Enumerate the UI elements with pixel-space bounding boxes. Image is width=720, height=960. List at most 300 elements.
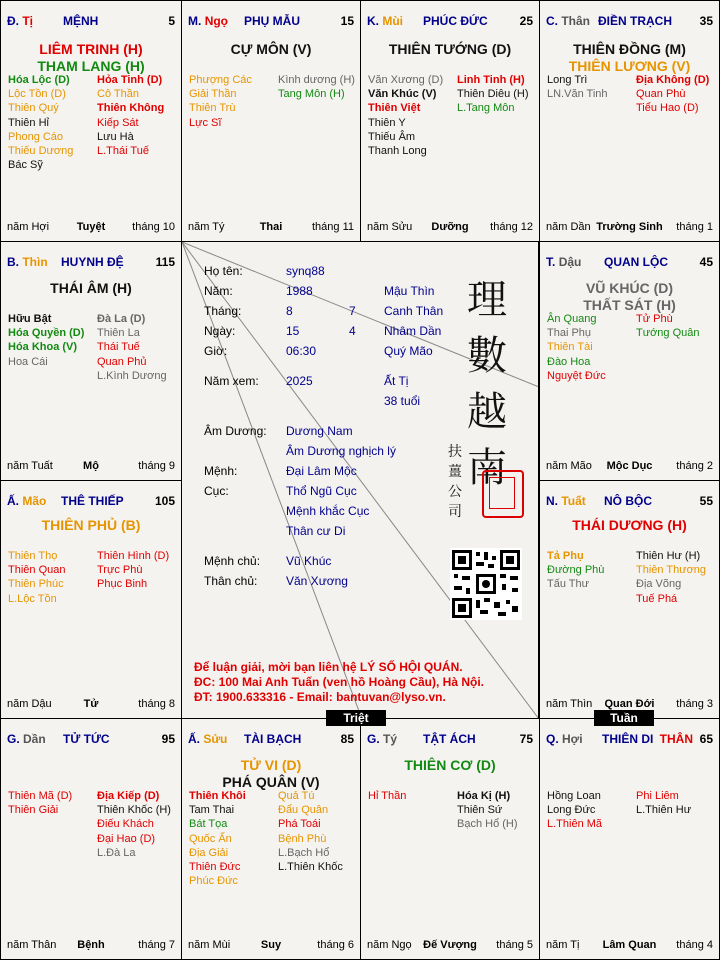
than-cu: Thân cư Di <box>286 524 346 538</box>
palace-footer <box>7 939 175 953</box>
minor-star[interactable]: Đường Phù <box>547 564 605 577</box>
footer-year: năm Mùi <box>188 939 231 951</box>
minor-star[interactable]: Thiếu Dương <box>8 145 74 158</box>
seal-char: 扶 <box>448 444 462 460</box>
minor-star[interactable]: Kiếp Sát <box>97 116 139 129</box>
minor-star[interactable]: Quan Phù <box>636 88 686 101</box>
minor-star[interactable]: Ân Quang <box>547 313 597 325</box>
minor-star[interactable]: Tiểu Hao (D) <box>636 102 699 115</box>
minor-stars-left <box>547 549 604 592</box>
minor-star[interactable]: Thiên Khôi <box>189 790 246 802</box>
minor-star[interactable]: Bát Tọa <box>189 818 228 831</box>
minor-star[interactable]: Hồng Loan <box>547 790 601 802</box>
minor-star[interactable]: Cô Thần <box>97 88 139 101</box>
minor-star[interactable]: Giải Thần <box>189 88 237 101</box>
minor-star[interactable]: Nguyệt Đức <box>547 369 606 382</box>
minor-star[interactable]: Thiên Quý <box>8 102 59 115</box>
minor-star[interactable]: Lưu Hà <box>97 130 134 143</box>
name-label: Họ tên: <box>204 264 243 278</box>
footer-month: tháng 3 <box>676 698 713 710</box>
palace-branch: Tị <box>22 14 34 28</box>
minor-stars-left <box>189 73 252 130</box>
day-label: Ngày: <box>204 324 236 338</box>
year-label: Năm: <box>204 284 233 298</box>
minor-star[interactable]: Quan Phủ <box>97 355 147 368</box>
minor-star[interactable]: Hóa Lộc (D) <box>8 74 70 86</box>
footer-month: tháng 6 <box>317 939 354 951</box>
footer-stage: Trường Sinh <box>596 221 663 233</box>
footer-year: năm Ngọ <box>367 939 412 951</box>
minor-star[interactable]: Đại Hao (D) <box>97 832 156 845</box>
main-star[interactable]: THÁI DƯƠNG (H) <box>572 517 687 533</box>
minor-star[interactable]: L.Thiên Khốc <box>278 861 343 874</box>
minor-star[interactable]: Hóa Kị (H) <box>457 790 511 802</box>
main-star[interactable]: THẤT SÁT (H) <box>583 297 676 313</box>
minor-stars-right <box>97 73 164 158</box>
palace-branch: Dần <box>23 732 46 746</box>
palace-can-chi <box>7 494 46 508</box>
minor-star[interactable]: Tướng Quân <box>636 327 700 340</box>
minor-star[interactable]: Địa Kiếp (D) <box>97 790 160 802</box>
minor-star[interactable]: Hóa Khoa (V) <box>8 341 78 354</box>
amduong-label: Âm Dương: <box>204 424 267 438</box>
palace-dan[interactable] <box>0 718 182 960</box>
minor-star[interactable]: L.Tang Môn <box>457 102 515 115</box>
main-star[interactable]: VŨ KHÚC (D) <box>585 280 674 296</box>
palace-header <box>7 14 175 30</box>
minor-star[interactable]: Tử Phù <box>636 313 673 325</box>
footer-stage: Tuyệt <box>76 221 106 233</box>
palace-branch: Tuất <box>561 494 586 508</box>
palace-can-chi <box>188 732 227 746</box>
footer-stage: Suy <box>260 939 282 951</box>
footer-year: năm Tý <box>188 221 225 233</box>
footer-month: tháng 12 <box>490 221 533 233</box>
palace-header <box>188 732 354 748</box>
thanchu-label: Thân chủ: <box>204 574 258 588</box>
footer-stage: Tử <box>83 698 99 710</box>
view-year-can: Ất Tị <box>384 374 409 388</box>
footer-stage: Thai <box>259 221 283 233</box>
main-stars <box>1 41 181 75</box>
minor-star[interactable]: Thiên Thương <box>636 564 707 577</box>
palace-can-chi <box>546 732 583 746</box>
minor-stars-left <box>368 789 406 803</box>
view-year-label: Năm xem: <box>204 374 259 388</box>
footer-month: tháng 1 <box>676 221 713 233</box>
minor-star[interactable]: Bác Sỹ <box>8 159 43 172</box>
qr-code-icon[interactable] <box>450 548 522 620</box>
calligraphy-char: 數 <box>467 333 507 379</box>
main-stars <box>1 280 181 297</box>
palace-can-chi <box>367 14 403 28</box>
palace-can-chi <box>7 255 48 269</box>
palace-header <box>7 732 175 748</box>
minor-star[interactable]: Hỉ Thần <box>368 790 407 802</box>
palace-can: M. <box>188 14 202 28</box>
palace-name: MỆNH <box>63 14 99 28</box>
palace-name: THÊ THIẾP <box>61 494 124 508</box>
palace-header <box>546 14 713 30</box>
palace-branch: Ngọ <box>204 14 229 28</box>
minor-star[interactable]: Thanh Long <box>368 145 427 158</box>
minor-star[interactable]: Quốc Ấn <box>189 832 232 845</box>
minor-star[interactable]: Thiên Đức <box>189 861 241 874</box>
main-stars <box>361 757 539 774</box>
minor-star[interactable]: Địa Giải <box>189 846 229 859</box>
minor-star[interactable]: Thiếu Âm <box>368 130 416 143</box>
menhchu-label: Mệnh chủ: <box>204 554 261 568</box>
minor-star[interactable]: Đào Hoa <box>547 355 591 368</box>
than-marker: THÂN <box>659 732 693 746</box>
calligraphy-title <box>467 272 507 496</box>
minor-star[interactable]: Long Đức <box>547 804 596 817</box>
minor-star[interactable]: L.Bạch Hổ <box>278 846 330 859</box>
year-value: 1988 <box>286 284 313 298</box>
minor-star[interactable]: Thiên Phúc <box>8 578 64 591</box>
palace-tuat[interactable] <box>539 480 720 719</box>
palace-footer <box>367 221 533 235</box>
palace-number: 25 <box>519 14 533 28</box>
palace-footer <box>7 221 175 235</box>
main-star[interactable]: THIÊN CƠ (D) <box>404 757 496 773</box>
palace-header <box>367 14 533 30</box>
main-stars <box>182 757 360 791</box>
minor-star[interactable]: Lực Sĩ <box>189 116 222 129</box>
palace-number: 65 <box>699 732 713 746</box>
palace-than[interactable] <box>539 0 720 242</box>
footer-month: tháng 2 <box>676 460 713 472</box>
palace-can-chi <box>546 494 586 508</box>
minor-star[interactable]: Thiên Quan <box>8 564 66 577</box>
minor-star[interactable]: Đà La (D) <box>97 313 146 325</box>
menh-value: Đại Lâm Mộc <box>286 464 357 478</box>
palace-header <box>546 732 713 748</box>
minor-star[interactable]: Phượng Các <box>189 74 252 86</box>
main-star[interactable]: THIÊN LƯƠNG (V) <box>568 58 691 74</box>
palace-branch: Dậu <box>558 255 582 269</box>
footer-month: tháng 9 <box>138 460 175 472</box>
minor-star[interactable]: Thiên Hình (D) <box>97 550 170 562</box>
palace-header <box>7 494 175 510</box>
palace-thin[interactable] <box>0 241 182 481</box>
minor-star[interactable]: Đẩu Quân <box>278 804 329 817</box>
footer-year: năm Tị <box>546 939 580 951</box>
palace-number: 115 <box>155 255 175 269</box>
minor-star[interactable]: L.Lộc Tồn <box>8 592 57 605</box>
day-lunar: 4 <box>349 324 356 338</box>
main-star[interactable]: THIÊN TƯỚNG (D) <box>388 41 512 57</box>
palace-ngo[interactable] <box>181 0 361 242</box>
footer-stage: Bệnh <box>77 939 105 951</box>
palace-number: 55 <box>699 494 713 508</box>
cuc-relation: Mệnh khắc Cục <box>286 504 370 518</box>
minor-stars-left <box>8 549 65 606</box>
minor-star[interactable]: Tuế Phá <box>636 592 678 605</box>
palace-number: 105 <box>154 494 175 508</box>
palace-mao[interactable] <box>0 480 182 719</box>
footer-month: tháng 4 <box>676 939 713 951</box>
footer-year: năm Tuất <box>7 460 53 472</box>
palace-can: Ấ. <box>188 732 200 746</box>
palace-can: G. <box>7 732 20 746</box>
minor-stars-right <box>278 789 343 874</box>
minor-star[interactable]: Lộc Tồn (D) <box>8 88 66 101</box>
minor-stars-right <box>636 549 706 606</box>
notice-phone-email[interactable]: ĐT: 1900.633316 - Email: bantuvan@lyso.vn. <box>194 690 446 704</box>
palace-can: G. <box>367 732 380 746</box>
minor-stars-left <box>368 73 443 158</box>
palace-name: PHÚC ĐỨC <box>423 14 488 28</box>
palace-number: 95 <box>161 732 175 746</box>
minor-star[interactable]: Phi Liêm <box>636 790 679 802</box>
minor-star[interactable]: Phá Toái <box>278 818 321 831</box>
palace-footer <box>367 939 533 953</box>
minor-stars-left <box>8 789 72 817</box>
footer-stage: Dưỡng <box>431 221 469 233</box>
contact-notice <box>194 660 534 705</box>
menhchu-value: Vũ Khúc <box>286 554 332 568</box>
footer-year: năm Hợi <box>7 221 50 233</box>
palace-name: NÔ BỘC <box>604 494 652 508</box>
palace-number: 45 <box>699 255 713 269</box>
palace-name: PHỤ MẪU <box>244 14 300 28</box>
footer-year: năm Dậu <box>7 698 52 710</box>
calligraphy-char: 越 <box>467 389 507 435</box>
minor-star[interactable]: Hoa Cái <box>8 355 48 368</box>
palace-branch: Tý <box>383 732 398 746</box>
minor-star[interactable]: Bệnh Phù <box>278 832 327 845</box>
palace-can: B. <box>7 255 19 269</box>
main-star[interactable]: THÁI ÂM (H) <box>50 280 132 296</box>
minor-star[interactable]: L.Kình Dương <box>97 369 167 382</box>
main-stars <box>361 41 539 58</box>
minor-star[interactable]: Thiên Sứ <box>457 804 503 817</box>
minor-star[interactable]: Thiên Diêu (H) <box>457 88 529 101</box>
palace-header <box>7 255 175 271</box>
main-star[interactable]: THAM LANG (H) <box>37 58 145 74</box>
palace-dau[interactable] <box>539 241 720 481</box>
minor-star[interactable]: Thiên Trù <box>189 102 236 115</box>
footer-month: tháng 5 <box>496 939 533 951</box>
minor-star[interactable]: Tam Thai <box>189 804 235 817</box>
footer-stage: Đế Vượng <box>423 939 477 951</box>
footer-year: năm Thìn <box>546 698 593 710</box>
palace-header <box>546 255 713 271</box>
palace-can-chi <box>546 14 590 28</box>
main-stars <box>540 280 719 314</box>
main-stars <box>182 41 360 58</box>
minor-star[interactable]: Thiên Mã (D) <box>8 790 73 802</box>
minor-star[interactable]: Tấu Thư <box>547 578 590 591</box>
palace-hoi[interactable] <box>539 718 720 960</box>
palace-header <box>546 494 713 510</box>
palace-can-chi <box>7 732 46 746</box>
palace-footer <box>546 221 713 235</box>
minor-star[interactable]: Thiên Giải <box>8 804 59 817</box>
palace-number: 85 <box>340 732 354 746</box>
company-seal-text <box>448 442 462 522</box>
minor-star[interactable]: Thiên Y <box>368 116 406 129</box>
minor-star[interactable]: Tang Môn (H) <box>278 88 345 101</box>
footer-year: năm Sửu <box>367 221 413 233</box>
palace-footer <box>546 460 713 474</box>
amduong-value: Dương Nam <box>286 424 353 438</box>
minor-star[interactable]: L.Thái Tuế <box>97 145 149 158</box>
seal-char: 薑 <box>448 464 462 480</box>
palace-ti[interactable] <box>0 0 182 242</box>
cuc-value: Thổ Ngũ Cục <box>286 484 357 498</box>
footer-year: năm Dần <box>546 221 591 233</box>
palace-can-chi <box>188 14 228 28</box>
main-star[interactable]: THIÊN PHỦ (B) <box>41 517 141 533</box>
palace-number: 5 <box>168 14 175 28</box>
view-year-value: 2025 <box>286 374 313 388</box>
footer-stage: Lâm Quan <box>602 939 657 951</box>
palace-can: Ấ. <box>7 494 19 508</box>
minor-star[interactable]: Thiên Việt <box>368 102 421 115</box>
palace-ty[interactable] <box>360 718 540 960</box>
footer-month: tháng 10 <box>132 221 175 233</box>
minor-star[interactable]: Linh Tinh (H) <box>457 74 525 86</box>
minor-star[interactable]: Thiên Hư (H) <box>636 550 701 562</box>
footer-month: tháng 11 <box>311 221 354 233</box>
footer-stage: Mộ <box>83 460 99 472</box>
minor-star[interactable]: Phục Binh <box>97 578 148 591</box>
minor-star[interactable]: Thiên Tài <box>547 341 593 354</box>
minor-star[interactable]: Bạch Hổ (H) <box>457 818 518 831</box>
calligraphy-char: 南 <box>467 445 507 491</box>
minor-stars-right <box>97 789 171 860</box>
palace-footer <box>546 939 713 953</box>
name-value: synq88 <box>286 264 325 278</box>
month-value: 8 <box>286 304 293 318</box>
minor-star[interactable]: L.Đà La <box>97 846 136 859</box>
notice-line-1: Để luận giải, mời bạn liên hệ LÝ SỐ HỘI QUÁN. <box>194 660 463 674</box>
minor-stars-right <box>636 73 709 116</box>
palace-branch: Sửu <box>203 732 228 746</box>
main-star[interactable]: LIÊM TRINH (H) <box>39 41 143 57</box>
minor-star[interactable]: Hóa Quyền (D) <box>8 327 85 340</box>
minor-star[interactable]: Địa Không (D) <box>636 74 710 86</box>
red-seal-stamp <box>482 470 524 518</box>
minor-star[interactable]: Văn Khúc (V) <box>368 88 437 101</box>
minor-star[interactable]: Văn Xương (D) <box>368 74 444 86</box>
palace-name: THIÊN DI <box>602 732 654 746</box>
palace-can: Đ. <box>7 14 19 28</box>
minor-star[interactable]: Long Trì <box>547 74 588 86</box>
menh-label: Mệnh: <box>204 464 238 478</box>
palace-footer <box>188 221 354 235</box>
minor-star[interactable]: Thiên Thọ <box>8 550 58 562</box>
palace-branch: Thân <box>561 14 591 28</box>
day-value: 15 <box>286 324 300 338</box>
minor-star[interactable]: Thiên La <box>97 327 140 340</box>
seal-char: 公 <box>448 484 462 500</box>
minor-star[interactable]: Quả Tú <box>278 790 315 802</box>
minor-star[interactable]: Phong Cáo <box>8 130 64 143</box>
palace-suu[interactable] <box>181 718 361 960</box>
hour-value: 06:30 <box>286 344 317 358</box>
palace-branch: Hợi <box>562 732 583 746</box>
palace-branch: Thìn <box>22 255 48 269</box>
palace-number: 35 <box>699 14 713 28</box>
minor-star[interactable]: L.Thiên Mã <box>547 818 603 831</box>
minor-star[interactable]: Thiên Không <box>97 102 165 115</box>
palace-name: QUAN LỘC <box>604 255 668 269</box>
main-star[interactable]: TỬ VI (D) <box>240 757 302 773</box>
notice-address: ĐC: 100 Mai Anh Tuấn (ven hồ Hoàng Cầu), Hà Nội. <box>194 675 485 689</box>
minor-star[interactable]: Kình dương (H) <box>278 74 355 86</box>
minor-stars-left <box>547 73 608 101</box>
minor-stars-left <box>547 789 602 832</box>
footer-stage: Mộc Dục <box>606 460 653 472</box>
minor-star[interactable]: L.Thiên Hư <box>636 804 692 817</box>
palace-can: Q. <box>546 732 559 746</box>
footer-month: tháng 7 <box>138 939 175 951</box>
footer-stage: Quan Đới <box>604 698 655 710</box>
main-star[interactable]: PHÁ QUÂN (V) <box>222 774 320 790</box>
palace-number: 75 <box>519 732 533 746</box>
minor-stars-right <box>278 73 355 101</box>
minor-star[interactable]: Phúc Đức <box>189 875 238 888</box>
seal-char: 司 <box>448 504 462 520</box>
month-label: Tháng: <box>204 304 242 318</box>
palace-branch: Mùi <box>382 14 404 28</box>
palace-can: C. <box>546 14 558 28</box>
minor-star[interactable]: Điếu Khách <box>97 818 154 831</box>
palace-footer <box>7 698 175 712</box>
palace-can: T. <box>546 255 556 269</box>
cuc-label: Cục: <box>204 484 229 498</box>
main-star[interactable]: CỰ MÔN (V) <box>230 41 312 57</box>
minor-star[interactable]: Thiên Hỉ <box>8 116 49 129</box>
name-row <box>204 264 325 278</box>
minor-stars-right <box>636 312 700 340</box>
minor-star[interactable]: Thai Phụ <box>547 327 592 340</box>
footer-year: năm Mão <box>546 460 592 472</box>
footer-month: tháng 8 <box>138 698 175 710</box>
palace-number: 15 <box>340 14 354 28</box>
palace-can-chi <box>7 14 33 28</box>
minor-star[interactable]: Thái Tuế <box>97 341 140 354</box>
palace-name: TỬ TỨC <box>63 732 110 746</box>
age-value: 38 tuổi <box>384 394 421 408</box>
amduong-relation: Âm Dương nghịch lý <box>286 444 396 458</box>
minor-star[interactable]: Thiên Khốc (H) <box>97 804 171 817</box>
palace-footer <box>188 939 354 953</box>
minor-star[interactable]: Hữu Bật <box>8 313 52 325</box>
palace-can: K. <box>367 14 379 28</box>
minor-star[interactable]: Địa Võng <box>636 578 682 591</box>
palace-mui[interactable] <box>360 0 540 242</box>
year-can: Mậu Thìn <box>384 284 435 298</box>
hour-label: Giờ: <box>204 344 228 358</box>
minor-star[interactable]: Tả Phụ <box>547 550 584 562</box>
palace-name: TẬT ÁCH <box>423 732 476 746</box>
palace-header <box>367 732 533 748</box>
minor-star[interactable]: Hỏa Tinh (D) <box>97 74 163 86</box>
center-info-panel <box>181 241 539 719</box>
palace-header <box>188 14 354 30</box>
palace-can: N. <box>546 494 558 508</box>
palace-name: ĐIỀN TRẠCH <box>598 14 672 28</box>
hour-can: Quý Mão <box>384 344 433 358</box>
minor-star[interactable]: Trực Phù <box>97 564 143 577</box>
minor-star[interactable]: LN.Văn Tinh <box>547 88 608 101</box>
month-can: Canh Thân <box>384 304 444 318</box>
main-star[interactable]: THIÊN ĐỒNG (M) <box>573 41 686 57</box>
